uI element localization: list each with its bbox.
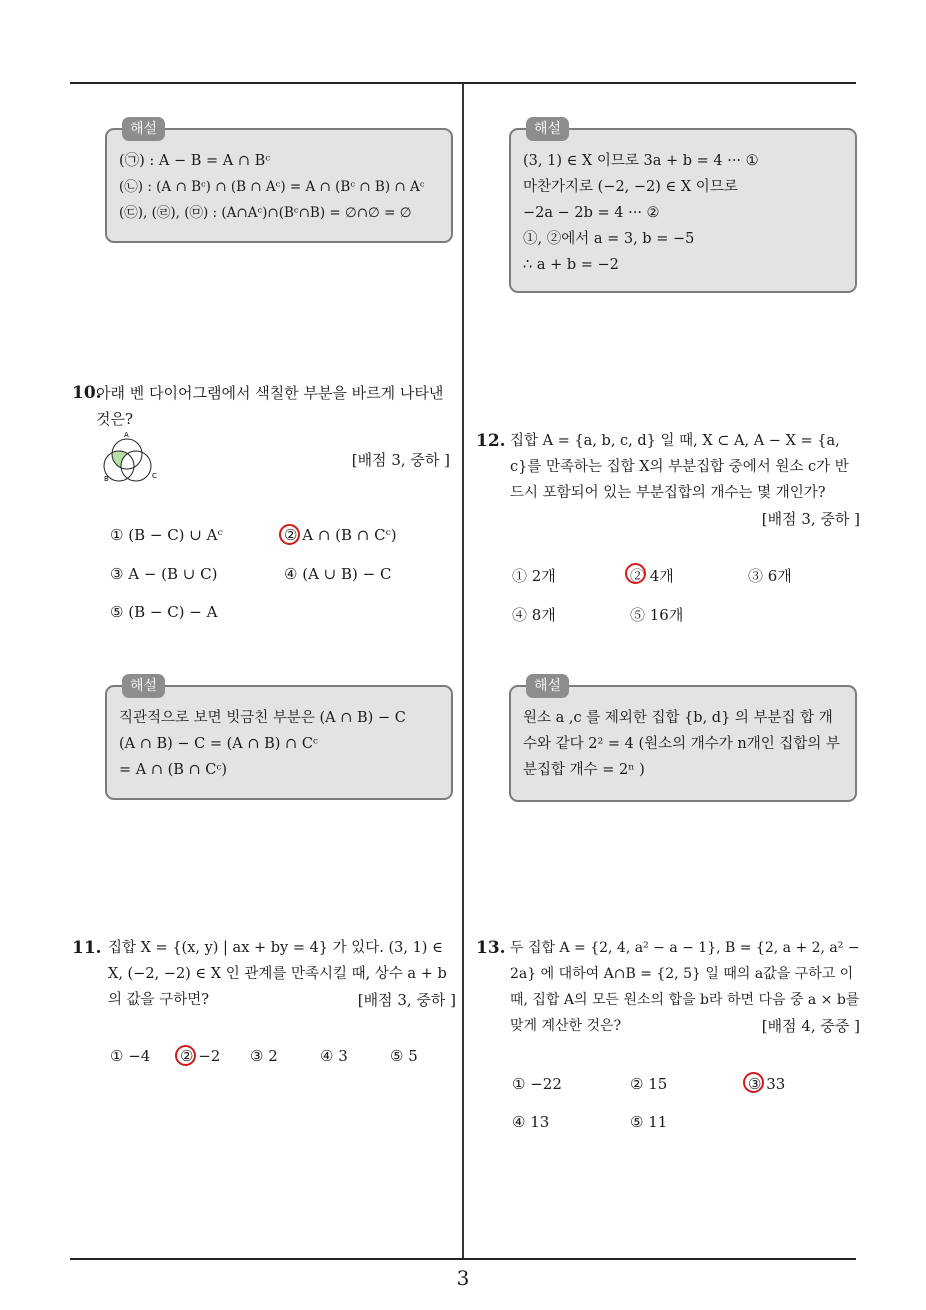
selected-answer-mark [279, 524, 300, 545]
question-text: 두 집합 A = {2, 4, a² − a − 1}, B = {2, a + 2, a² − 2a} 에 대하여 A∩B = {2, 5} 일 때의 a값을 구하고 이 때, 집합 A의 모든 원소의 합을 b라 하면 다음 중 a × b를 맞게 계산한 것은? [510, 940, 860, 1034]
solution-tag: 해설 [526, 674, 569, 698]
question-score: [배점 3, 중하 ] [351, 451, 450, 469]
option-3[interactable]: ③ 2 [250, 1047, 278, 1065]
option-2[interactable]: ② 15 [630, 1075, 668, 1093]
page-number: 3 [456, 1266, 470, 1290]
solution-line: ∴ a + b = −2 [523, 257, 619, 273]
selected-answer-mark [175, 1045, 196, 1066]
option-1[interactable]: ① (B − C) ∪ Aᶜ [110, 526, 223, 544]
question-10 [72, 380, 456, 432]
question-score: [배점 3, 중하 ] [761, 510, 860, 528]
option-5[interactable]: ⑤ 5 [390, 1047, 418, 1065]
question-number: 13. [476, 938, 506, 958]
solution-line: −2a − 2b = 4 ··· ② [523, 205, 660, 221]
option-5[interactable]: ⑤ (B − C) − A [110, 603, 218, 621]
solution-box-q10 [105, 678, 453, 800]
venn-label-b: B [104, 475, 109, 483]
solution-line: 직관적으로 보면 빗금친 부분은 (A ∩ B) − C [119, 710, 406, 726]
question-12 [476, 428, 860, 532]
solution-box-q9 [105, 121, 453, 243]
option-4[interactable]: ④ (A ∪ B) − C [284, 565, 392, 583]
question-11 [72, 935, 456, 1013]
venn-diagram [100, 430, 164, 486]
question-text: 집합 A = {a, b, c, d} 일 때, X ⊂ A, A − X = {a, c}를 만족하는 집합 X의 부분집합 중에서 원소 c가 반드시 포함되어 있는 부분집합의 개수는 몇 개인가? [510, 433, 849, 501]
question-number: 11. [72, 938, 102, 958]
option-5[interactable]: ⑤ 16개 [630, 606, 684, 624]
option-1[interactable]: ① 2개 [512, 567, 556, 585]
question-number: 12. [476, 431, 506, 451]
solution-line: (㉢), (㉣), (㉤) : (A∩Aᶜ)∩(Bᶜ∩B) = ∅∩∅ = ∅ [119, 205, 412, 221]
solution-tag: 해설 [122, 117, 165, 141]
solution-tag: 해설 [122, 674, 165, 698]
option-3[interactable]: ③ 6개 [748, 567, 792, 585]
solution-line: (㉡) : (A ∩ Bᶜ) ∩ (B ∩ Aᶜ) = A ∩ (Bᶜ ∩ B) ∩ Aᶜ [119, 179, 425, 195]
bottom-rule [70, 1258, 856, 1260]
question-text: 집합 X = {(x, y) | ax + by = 4} 가 있다. (3, 1) ∈ X, (−2, −2) ∈ X 인 관계를 만족시킬 때, 상수 a + b의 값을 구하면? [108, 940, 447, 1008]
option-1[interactable]: ① −22 [512, 1075, 562, 1093]
solution-box-q11 [509, 121, 857, 293]
question-score: [배점 3, 중하 ] [357, 991, 456, 1009]
venn-label-c: C [152, 472, 157, 480]
selected-answer-mark [625, 563, 646, 584]
option-3[interactable]: ③ A − (B ∪ C) [110, 565, 218, 583]
selected-answer-mark [743, 1072, 764, 1093]
option-3[interactable]: ③ 33 [748, 1075, 786, 1093]
option-2[interactable]: ② A ∩ (B ∩ Cᶜ) [284, 526, 397, 544]
venn-label-a: A [124, 431, 129, 439]
option-2[interactable]: ② −2 [180, 1047, 221, 1065]
option-4[interactable]: ④ 13 [512, 1113, 550, 1131]
solution-line: ①, ②에서 a = 3, b = −5 [523, 231, 695, 247]
option-4[interactable]: ④ 8개 [512, 606, 556, 624]
solution-box-q12 [509, 678, 857, 802]
solution-line: (㉠) : A − B = A ∩ Bᶜ [119, 153, 271, 169]
column-divider [462, 83, 464, 1259]
question-score: [배점 4, 중중 ] [761, 1017, 860, 1035]
question-text: 아래 벤 다이어그램에서 색칠한 부분을 바르게 나타낸 것은? [96, 384, 444, 428]
option-1[interactable]: ① −4 [110, 1047, 151, 1065]
question-number: 10. [72, 383, 102, 403]
solution-text: 원소 a ,c 를 제외한 집합 {b, d} 의 부분집 합 개수와 같다 2² = 4 (원소의 개수가 n개인 집합의 부분집합 개수 = 2ⁿ ) [523, 710, 841, 778]
solution-line: (A ∩ B) − C = (A ∩ B) ∩ Cᶜ [119, 736, 318, 752]
solution-line: 마찬가지로 (−2, −2) ∈ X 이므로 [523, 179, 738, 195]
option-5[interactable]: ⑤ 11 [630, 1113, 668, 1131]
option-2[interactable]: ② 4개 [630, 567, 674, 585]
question-13 [476, 935, 860, 1039]
solution-tag: 해설 [526, 117, 569, 141]
solution-line: = A ∩ (B ∩ Cᶜ) [119, 762, 228, 778]
solution-line: (3, 1) ∈ X 이므로 3a + b = 4 ··· ① [523, 153, 759, 169]
option-4[interactable]: ④ 3 [320, 1047, 348, 1065]
